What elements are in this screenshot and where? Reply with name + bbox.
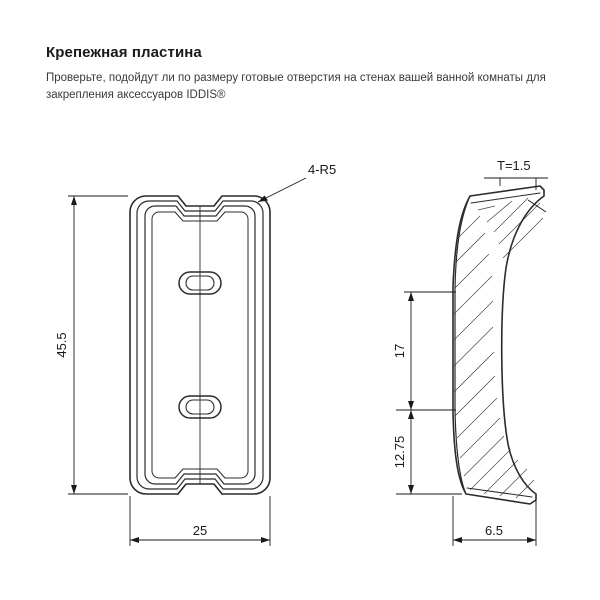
dimension-height: [68, 196, 128, 494]
dimension-lower-label: 12.75: [392, 435, 407, 469]
dimension-radius-label: 4-R5: [308, 162, 337, 177]
side-view-hatching: [454, 198, 543, 498]
dimension-upper-label: 17: [392, 343, 407, 359]
page-title: Крепежная пластина: [46, 44, 202, 61]
dimension-height-label: 45.5: [54, 332, 69, 358]
dimension-depth-label: 6.5: [484, 523, 504, 538]
dimension-width-label: 25: [192, 523, 208, 538]
page-subtitle: Проверьте, подойдут ли по размеру готовые отверстия на стенах вашей ванной комнаты для закрепления аксессуаров IDDIS®: [46, 72, 546, 101]
side-view-profile: [453, 186, 544, 504]
dimension-upper: [404, 292, 456, 410]
dimension-thickness-label: T=1.5: [497, 158, 531, 173]
dimension-width: [130, 496, 270, 546]
leader-radius: [258, 178, 306, 202]
leader-thickness: [484, 178, 548, 212]
